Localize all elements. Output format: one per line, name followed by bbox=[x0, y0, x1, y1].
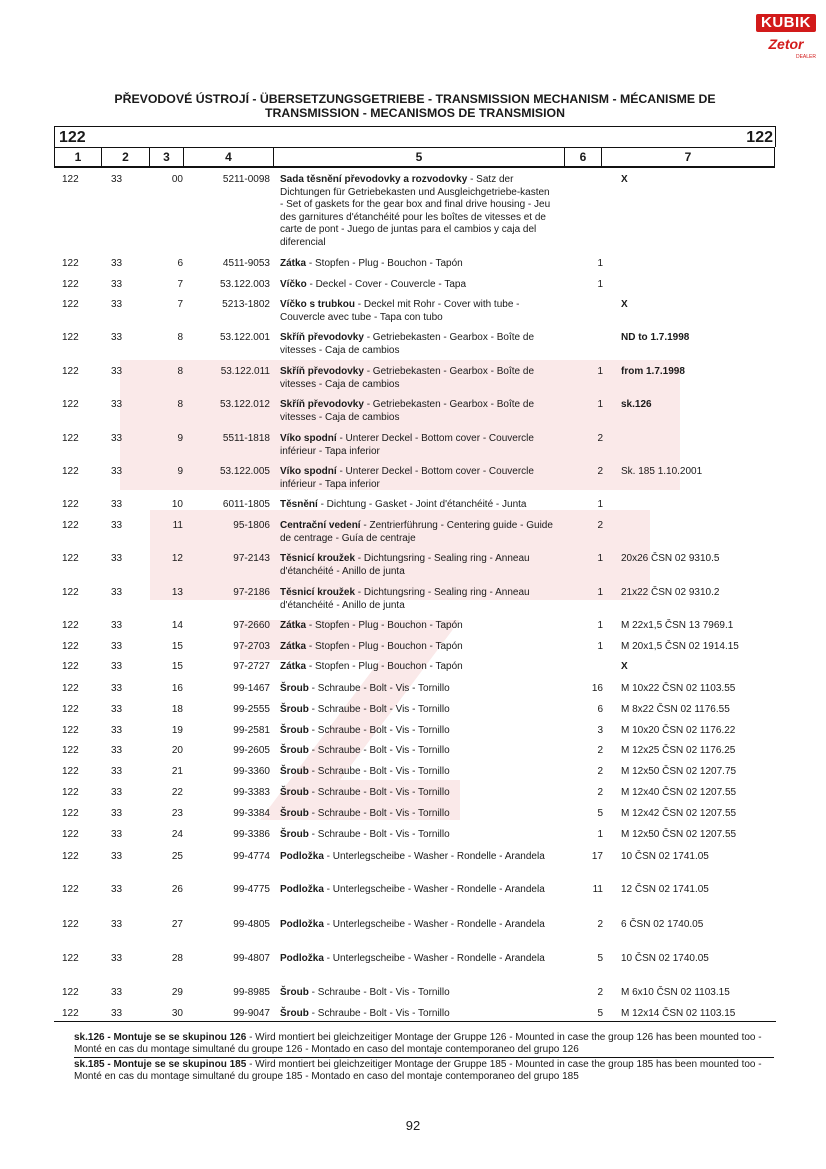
remark-cell: X bbox=[621, 174, 628, 185]
subgroup-cell: 33 bbox=[111, 683, 123, 694]
part-description: - Schraube - Bolt - Vis - Tornillo bbox=[308, 704, 450, 715]
part-name: Šroub bbox=[280, 725, 309, 736]
column-header bbox=[54, 147, 775, 168]
part-number-cell: 4511-9053 bbox=[222, 258, 270, 269]
part-number-cell: 97-2703 bbox=[233, 641, 270, 652]
remark-cell: M 12x40 ČSN 02 1207.55 bbox=[621, 787, 737, 798]
subgroup-cell: 33 bbox=[111, 466, 123, 477]
part-name: Skříň převodovky bbox=[280, 366, 364, 377]
position-cell: 16 bbox=[171, 683, 183, 694]
subgroup-cell: 33 bbox=[111, 704, 123, 715]
group-cell: 122 bbox=[62, 466, 79, 477]
group-cell: 122 bbox=[62, 1008, 79, 1019]
description-cell bbox=[280, 829, 555, 842]
part-name: Těsnicí kroužek bbox=[280, 587, 356, 598]
part-number-cell: 97-2186 bbox=[233, 587, 270, 598]
part-description: - Schraube - Bolt - Vis - Tornillo bbox=[308, 787, 450, 798]
position-cell: 28 bbox=[171, 953, 183, 964]
position-cell: 22 bbox=[171, 787, 183, 798]
part-number-cell: 97-2660 bbox=[233, 620, 270, 631]
quantity-cell: 1 bbox=[597, 499, 603, 510]
logo-sub: Zetor bbox=[768, 36, 804, 52]
subgroup-cell: 33 bbox=[111, 553, 123, 564]
part-description: - Getriebekasten - Gearbox - Boîte de vitesses - Caja de cambios bbox=[280, 366, 535, 390]
quantity-cell: 17 bbox=[591, 851, 603, 862]
quantity-cell: 1 bbox=[597, 553, 603, 564]
part-number-cell: 99-9047 bbox=[233, 1008, 270, 1019]
part-description: - Satz der Dichtungen für Getriebekasten und Ausgleichgetriebe-kasten - Set of gaskets for the gear box and final drive housing - Jeu des garnitures d'étanchéité pour les boîtes de vitesses et de carte de pont - Juego de juntas para el cambios y caja del diferencial bbox=[280, 174, 551, 248]
part-description: - Stopfen - Plug - Bouchon - Tapón bbox=[306, 661, 463, 672]
position-cell: 9 bbox=[177, 466, 183, 477]
description-cell bbox=[280, 683, 555, 696]
group-cell: 122 bbox=[62, 704, 79, 715]
quantity-cell: 1 bbox=[597, 587, 603, 598]
part-name: Zátka bbox=[280, 641, 307, 652]
quantity-cell: 1 bbox=[597, 258, 603, 269]
group-number-left: 122 bbox=[59, 129, 86, 146]
quantity-cell: 6 bbox=[597, 704, 603, 715]
subgroup-cell: 33 bbox=[111, 258, 123, 269]
part-name: Zátka bbox=[280, 620, 307, 631]
group-cell: 122 bbox=[62, 366, 79, 377]
part-name: Šroub bbox=[280, 808, 309, 819]
part-name: Podložka bbox=[280, 884, 324, 895]
column-header-6: 6 bbox=[564, 148, 601, 166]
group-cell: 122 bbox=[62, 661, 79, 672]
part-number-cell: 53.122.001 bbox=[219, 332, 270, 343]
quantity-cell: 1 bbox=[597, 366, 603, 377]
part-number-cell: 97-2727 bbox=[233, 661, 270, 672]
part-name: Těsnicí kroužek bbox=[280, 553, 356, 564]
footnote-label: sk.126 - Montuje se se skupinou 126 bbox=[74, 1032, 247, 1043]
part-number-cell: 99-2581 bbox=[233, 725, 270, 736]
part-name: Podložka bbox=[280, 919, 324, 930]
position-cell: 13 bbox=[171, 587, 183, 598]
part-description: - Stopfen - Plug - Bouchon - Tapón bbox=[306, 620, 463, 631]
remark-cell: 21x22 ČSN 02 9310.2 bbox=[621, 587, 720, 598]
part-name: Šroub bbox=[280, 1008, 309, 1019]
description-cell bbox=[280, 766, 555, 779]
quantity-cell: 1 bbox=[597, 829, 603, 840]
quantity-cell: 1 bbox=[597, 620, 603, 631]
subgroup-cell: 33 bbox=[111, 641, 123, 652]
group-cell: 122 bbox=[62, 884, 79, 895]
group-header bbox=[54, 126, 776, 147]
part-description: - Unterlegscheibe - Washer - Rondelle - Arandela bbox=[323, 851, 545, 862]
position-cell: 24 bbox=[171, 829, 183, 840]
part-number-cell: 99-4807 bbox=[233, 953, 270, 964]
part-description: - Deckel mit Rohr - Cover with tube - Couvercle avec tube - Tapa con tubo bbox=[280, 299, 520, 323]
group-cell: 122 bbox=[62, 332, 79, 343]
part-description: - Schraube - Bolt - Vis - Tornillo bbox=[308, 745, 450, 756]
description-cell bbox=[280, 499, 555, 512]
quantity-cell: 2 bbox=[597, 433, 603, 444]
part-name: Víko spodní bbox=[280, 433, 337, 444]
group-cell: 122 bbox=[62, 258, 79, 269]
footnote bbox=[74, 1059, 774, 1083]
footnote-text: - Wird montiert bei gleichzeitiger Montage der Gruppe 126 - Mounted in case the group 126 has been mounted too - Monté en cas du montage simultané du groupe 126 - Montado en caso del montaje contemporaneo del grupo 126 bbox=[74, 1032, 762, 1055]
part-description: - Unterlegscheibe - Washer - Rondelle - Arandela bbox=[323, 919, 545, 930]
quantity-cell: 5 bbox=[597, 808, 603, 819]
position-cell: 30 bbox=[171, 1008, 183, 1019]
description-cell bbox=[280, 661, 555, 674]
part-name: Zátka bbox=[280, 661, 307, 672]
position-cell: 15 bbox=[171, 661, 183, 672]
part-name: Šroub bbox=[280, 987, 309, 998]
remark-cell: 20x26 ČSN 02 9310.5 bbox=[621, 553, 720, 564]
heading-line-1: PŘEVODOVÉ ÚSTROJÍ - ÜBERSETZUNGSGETRIEBE - TRANSMISSION MECHANISM - MÉCANISME DE bbox=[114, 92, 716, 106]
remark-cell: M 20x1,5 ČSN 02 1914.15 bbox=[621, 641, 739, 652]
description-cell bbox=[280, 884, 555, 897]
part-name: Šroub bbox=[280, 704, 309, 715]
part-name: Šroub bbox=[280, 766, 309, 777]
position-cell: 7 bbox=[177, 279, 183, 290]
logo-brand: KUBIK bbox=[756, 14, 816, 32]
description-cell bbox=[280, 725, 555, 738]
subgroup-cell: 33 bbox=[111, 174, 123, 185]
position-cell: 23 bbox=[171, 808, 183, 819]
group-cell: 122 bbox=[62, 953, 79, 964]
description-cell bbox=[280, 399, 555, 424]
subgroup-cell: 33 bbox=[111, 332, 123, 343]
group-cell: 122 bbox=[62, 787, 79, 798]
remark-cell: X bbox=[621, 661, 628, 672]
quantity-cell: 2 bbox=[597, 745, 603, 756]
position-cell: 00 bbox=[171, 174, 183, 185]
part-description: - Zentrierführung - Centering guide - Guide de centrage - Guía de centraje bbox=[280, 520, 553, 544]
quantity-cell: 2 bbox=[597, 987, 603, 998]
subgroup-cell: 33 bbox=[111, 745, 123, 756]
part-name: Podložka bbox=[280, 851, 324, 862]
part-name: Skříň převodovky bbox=[280, 399, 364, 410]
position-cell: 6 bbox=[177, 258, 183, 269]
footnote-label: sk.185 - Montuje se se skupinou 185 bbox=[74, 1059, 247, 1070]
part-description: - Schraube - Bolt - Vis - Tornillo bbox=[308, 683, 450, 694]
remark-cell: M 10x22 ČSN 02 1103.55 bbox=[621, 683, 736, 694]
group-cell: 122 bbox=[62, 299, 79, 310]
part-name: Zátka bbox=[280, 258, 307, 269]
remark-cell: ND to 1.7.1998 bbox=[621, 332, 690, 343]
position-cell: 25 bbox=[171, 851, 183, 862]
part-number-cell: 99-4805 bbox=[233, 919, 270, 930]
part-description: - Schraube - Bolt - Vis - Tornillo bbox=[308, 829, 450, 840]
quantity-cell: 1 bbox=[597, 641, 603, 652]
group-cell: 122 bbox=[62, 520, 79, 531]
description-cell bbox=[280, 704, 555, 717]
part-number-cell: 99-4774 bbox=[233, 851, 270, 862]
subgroup-cell: 33 bbox=[111, 725, 123, 736]
description-cell bbox=[280, 787, 555, 800]
column-header-4: 4 bbox=[183, 148, 273, 166]
subgroup-cell: 33 bbox=[111, 953, 123, 964]
group-cell: 122 bbox=[62, 745, 79, 756]
group-cell: 122 bbox=[62, 279, 79, 290]
remark-cell: M 8x22 ČSN 02 1176.55 bbox=[621, 704, 730, 715]
part-description: - Unterer Deckel - Bottom cover - Couvercle inférieur - Tapa inferior bbox=[280, 466, 534, 490]
group-cell: 122 bbox=[62, 766, 79, 777]
subgroup-cell: 33 bbox=[111, 919, 123, 930]
group-cell: 122 bbox=[62, 399, 79, 410]
position-cell: 15 bbox=[171, 641, 183, 652]
position-cell: 10 bbox=[171, 499, 183, 510]
page-number: 92 bbox=[405, 1118, 421, 1133]
remark-cell: M 22x1,5 ČSN 13 7969.1 bbox=[621, 620, 734, 631]
part-number-cell: 99-3360 bbox=[233, 766, 270, 777]
part-number-cell: 99-4775 bbox=[233, 884, 270, 895]
part-number-cell: 99-3383 bbox=[233, 787, 270, 798]
position-cell: 7 bbox=[177, 299, 183, 310]
quantity-cell: 2 bbox=[597, 766, 603, 777]
quantity-cell: 3 bbox=[597, 725, 603, 736]
description-cell bbox=[280, 987, 555, 1000]
quantity-cell: 5 bbox=[597, 1008, 603, 1019]
remark-cell: M 12x50 ČSN 02 1207.75 bbox=[621, 766, 737, 777]
description-cell bbox=[280, 433, 555, 458]
description-cell bbox=[280, 1008, 555, 1021]
position-cell: 27 bbox=[171, 919, 183, 930]
part-number-cell: 5211-0098 bbox=[222, 174, 270, 185]
group-cell: 122 bbox=[62, 829, 79, 840]
group-number-right: 122 bbox=[746, 129, 773, 146]
subgroup-cell: 33 bbox=[111, 766, 123, 777]
part-number-cell: 95-1806 bbox=[233, 520, 270, 531]
part-number-cell: 97-2143 bbox=[233, 553, 270, 564]
position-cell: 8 bbox=[177, 332, 183, 343]
part-name: Šroub bbox=[280, 829, 309, 840]
description-cell bbox=[280, 258, 555, 271]
group-cell: 122 bbox=[62, 587, 79, 598]
column-header-2: 2 bbox=[101, 148, 149, 166]
group-cell: 122 bbox=[62, 553, 79, 564]
remark-cell: X bbox=[621, 299, 628, 310]
subgroup-cell: 33 bbox=[111, 808, 123, 819]
quantity-cell: 11 bbox=[592, 884, 603, 895]
subgroup-cell: 33 bbox=[111, 787, 123, 798]
remark-cell: 12 ČSN 02 1741.05 bbox=[621, 884, 709, 895]
group-cell: 122 bbox=[62, 499, 79, 510]
remark-cell: 6 ČSN 02 1740.05 bbox=[621, 919, 704, 930]
group-cell: 122 bbox=[62, 620, 79, 631]
description-cell bbox=[280, 745, 555, 758]
logo-dealer: DEALER bbox=[795, 54, 816, 60]
description-cell bbox=[280, 808, 555, 821]
part-number-cell: 99-2555 bbox=[233, 704, 270, 715]
description-cell bbox=[280, 553, 555, 578]
position-cell: 9 bbox=[177, 433, 183, 444]
part-name: Víčko s trubkou bbox=[280, 299, 356, 310]
subgroup-cell: 33 bbox=[111, 433, 123, 444]
quantity-cell: 5 bbox=[597, 953, 603, 964]
part-name: Sada těsnění převodovky a rozvodovky bbox=[280, 174, 468, 185]
part-description: - Deckel - Cover - Couvercle - Tapa bbox=[306, 279, 466, 290]
subgroup-cell: 33 bbox=[111, 499, 123, 510]
subgroup-cell: 33 bbox=[111, 587, 123, 598]
part-number-cell: 53.122.005 bbox=[219, 466, 270, 477]
quantity-cell: 1 bbox=[597, 279, 603, 290]
part-description: - Unterer Deckel - Bottom cover - Couvercle inférieur - Tapa inferior bbox=[280, 433, 534, 457]
column-header-7: 7 bbox=[601, 148, 775, 166]
description-cell bbox=[280, 466, 555, 491]
subgroup-cell: 33 bbox=[111, 299, 123, 310]
subgroup-cell: 33 bbox=[111, 399, 123, 410]
subgroup-cell: 33 bbox=[111, 520, 123, 531]
part-description: - Schraube - Bolt - Vis - Tornillo bbox=[308, 1008, 450, 1019]
heading-line-2: TRANSMISSION - MECANISMOS DE TRANSMISION bbox=[265, 106, 565, 120]
remark-cell: from 1.7.1998 bbox=[621, 366, 685, 377]
footnote-text: - Wird montiert bei gleichzeitiger Montage der Gruppe 185 - Mounted in case the group 185 has been mounted too - Monté en cas du montage simultané du groupe 185 - Montado en caso del montaje contemporaneo del grupo 185 bbox=[74, 1059, 762, 1082]
group-cell: 122 bbox=[62, 683, 79, 694]
group-cell: 122 bbox=[62, 808, 79, 819]
description-cell bbox=[280, 919, 555, 932]
subgroup-cell: 33 bbox=[111, 884, 123, 895]
group-cell: 122 bbox=[62, 851, 79, 862]
part-description: - Unterlegscheibe - Washer - Rondelle - Arandela bbox=[323, 953, 545, 964]
description-cell bbox=[280, 366, 555, 391]
position-cell: 26 bbox=[171, 884, 183, 895]
part-description: - Schraube - Bolt - Vis - Tornillo bbox=[308, 766, 450, 777]
quantity-cell: 2 bbox=[597, 787, 603, 798]
position-cell: 11 bbox=[172, 520, 183, 531]
position-cell: 21 bbox=[171, 766, 183, 777]
description-cell bbox=[280, 851, 555, 864]
column-header-5: 5 bbox=[273, 148, 564, 166]
remark-cell: Sk. 185 1.10.2001 bbox=[621, 466, 703, 477]
subgroup-cell: 33 bbox=[111, 987, 123, 998]
remark-cell: M 12x25 ČSN 02 1176.25 bbox=[621, 745, 736, 756]
part-name: Centrační vedení bbox=[280, 520, 361, 531]
part-name: Šroub bbox=[280, 745, 309, 756]
remark-cell: M 12x42 ČSN 02 1207.55 bbox=[621, 808, 737, 819]
part-number-cell: 99-3386 bbox=[233, 829, 270, 840]
description-cell bbox=[280, 174, 555, 249]
quantity-cell: 1 bbox=[597, 399, 603, 410]
remark-cell: M 12x14 ČSN 02 1103.15 bbox=[621, 1008, 736, 1019]
remark-cell: M 6x10 ČSN 02 1103.15 bbox=[621, 987, 730, 998]
remark-cell: 10 ČSN 02 1740.05 bbox=[621, 953, 709, 964]
part-name: Podložka bbox=[280, 953, 324, 964]
part-name: Šroub bbox=[280, 787, 309, 798]
part-description: - Schraube - Bolt - Vis - Tornillo bbox=[308, 725, 450, 736]
footnote-divider bbox=[74, 1057, 774, 1058]
page-heading bbox=[60, 92, 770, 120]
position-cell: 14 bbox=[171, 620, 183, 631]
group-cell: 122 bbox=[62, 174, 79, 185]
subgroup-cell: 33 bbox=[111, 620, 123, 631]
part-description: - Getriebekasten - Gearbox - Boîte de vitesses - Caja de cambios bbox=[280, 332, 535, 356]
description-cell bbox=[280, 641, 555, 654]
remark-cell: M 10x20 ČSN 02 1176.22 bbox=[621, 725, 736, 736]
part-description: - Getriebekasten - Gearbox - Boîte de vitesses - Caja de cambios bbox=[280, 399, 535, 423]
part-number-cell: 53.122.012 bbox=[219, 399, 270, 410]
description-cell bbox=[280, 279, 555, 292]
part-description: - Dichtungsring - Sealing ring - Anneau d'étanchéité - Anillo de junta bbox=[280, 587, 530, 611]
position-cell: 8 bbox=[177, 399, 183, 410]
quantity-cell: 16 bbox=[591, 683, 603, 694]
subgroup-cell: 33 bbox=[111, 851, 123, 862]
part-description: - Unterlegscheibe - Washer - Rondelle - Arandela bbox=[323, 884, 545, 895]
description-cell bbox=[280, 587, 555, 612]
footnote bbox=[74, 1032, 774, 1056]
remark-cell: M 12x50 ČSN 02 1207.55 bbox=[621, 829, 737, 840]
quantity-cell: 2 bbox=[597, 466, 603, 477]
remark-cell: 10 ČSN 02 1741.05 bbox=[621, 851, 709, 862]
group-cell: 122 bbox=[62, 433, 79, 444]
group-cell: 122 bbox=[62, 725, 79, 736]
part-name: Šroub bbox=[280, 683, 309, 694]
position-cell: 12 bbox=[171, 553, 183, 564]
table-bottom-rule bbox=[54, 1021, 776, 1022]
subgroup-cell: 33 bbox=[111, 829, 123, 840]
quantity-cell: 2 bbox=[597, 520, 603, 531]
part-description: - Dichtungsring - Sealing ring - Anneau d'étanchéité - Anillo de junta bbox=[280, 553, 530, 577]
subgroup-cell: 33 bbox=[111, 279, 123, 290]
quantity-cell: 2 bbox=[597, 919, 603, 930]
part-number-cell: 5511-1818 bbox=[222, 433, 270, 444]
description-cell bbox=[280, 520, 555, 545]
part-description: - Stopfen - Plug - Bouchon - Tapón bbox=[306, 641, 463, 652]
position-cell: 8 bbox=[177, 366, 183, 377]
part-description: - Schraube - Bolt - Vis - Tornillo bbox=[308, 987, 450, 998]
description-cell bbox=[280, 953, 555, 966]
part-name: Víčko bbox=[280, 279, 307, 290]
part-number-cell: 99-8985 bbox=[233, 987, 270, 998]
part-number-cell: 99-2605 bbox=[233, 745, 270, 756]
group-cell: 122 bbox=[62, 641, 79, 652]
position-cell: 20 bbox=[171, 745, 183, 756]
part-number-cell: 5213-1802 bbox=[222, 299, 270, 310]
subgroup-cell: 33 bbox=[111, 661, 123, 672]
part-description: - Schraube - Bolt - Vis - Tornillo bbox=[308, 808, 450, 819]
subgroup-cell: 33 bbox=[111, 1008, 123, 1019]
group-cell: 122 bbox=[62, 919, 79, 930]
remark-cell: sk.126 bbox=[621, 399, 652, 410]
description-cell bbox=[280, 620, 555, 633]
part-number-cell: 99-1467 bbox=[233, 683, 270, 694]
part-description: - Stopfen - Plug - Bouchon - Tapón bbox=[306, 258, 463, 269]
part-number-cell: 6011-1805 bbox=[222, 499, 270, 510]
brand-logo bbox=[756, 14, 816, 62]
description-cell bbox=[280, 332, 555, 357]
subgroup-cell: 33 bbox=[111, 366, 123, 377]
column-header-3: 3 bbox=[149, 148, 183, 166]
position-cell: 18 bbox=[171, 704, 183, 715]
part-description: - Dichtung - Gasket - Joint d'étanchéité - Junta bbox=[317, 499, 527, 510]
part-number-cell: 99-3384 bbox=[233, 808, 270, 819]
part-name: Těsnění bbox=[280, 499, 318, 510]
part-name: Skříň převodovky bbox=[280, 332, 364, 343]
position-cell: 29 bbox=[171, 987, 183, 998]
column-header-1: 1 bbox=[54, 148, 101, 166]
part-number-cell: 53.122.003 bbox=[219, 279, 270, 290]
position-cell: 19 bbox=[171, 725, 183, 736]
group-cell: 122 bbox=[62, 987, 79, 998]
part-name: Víko spodní bbox=[280, 466, 337, 477]
description-cell bbox=[280, 299, 555, 324]
part-number-cell: 53.122.011 bbox=[220, 366, 270, 377]
